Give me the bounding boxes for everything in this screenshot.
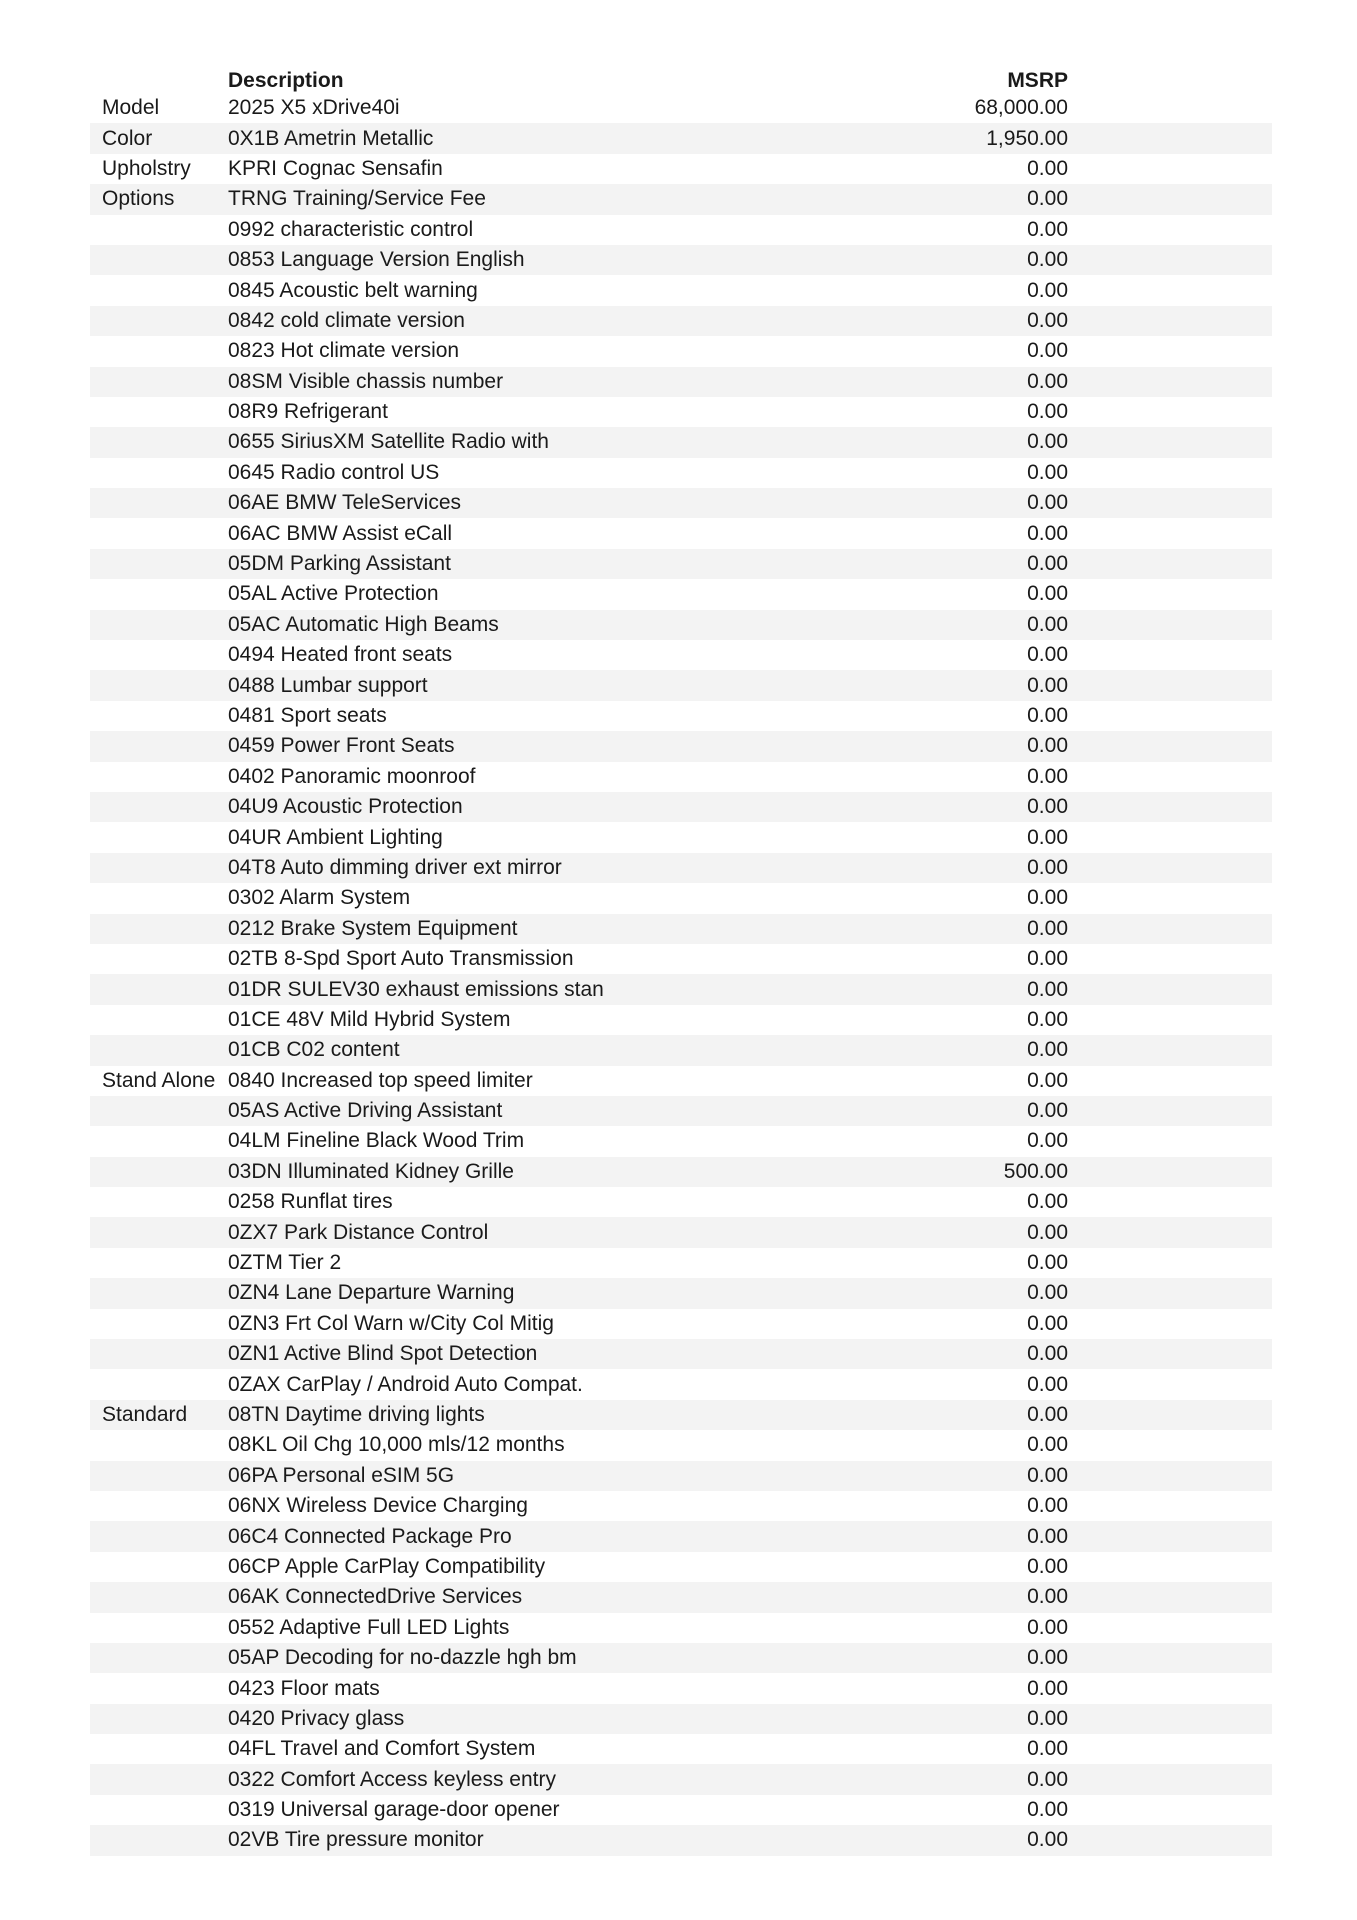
table-row bbox=[90, 245, 1272, 275]
row-msrp: 0.00 bbox=[1027, 1554, 1068, 1578]
table-row bbox=[90, 670, 1272, 700]
row-msrp: 0.00 bbox=[1027, 187, 1068, 211]
row-description: 03DN Illuminated Kidney Grille bbox=[228, 1159, 514, 1183]
row-msrp: 0.00 bbox=[1027, 1828, 1068, 1852]
row-description: 01CE 48V Mild Hybrid System bbox=[228, 1007, 511, 1031]
table-row bbox=[90, 822, 1272, 852]
table-row bbox=[90, 1643, 1272, 1673]
row-msrp: 0.00 bbox=[1027, 1099, 1068, 1123]
row-msrp: 0.00 bbox=[1027, 612, 1068, 636]
row-description: 0ZTM Tier 2 bbox=[228, 1251, 342, 1275]
row-msrp: 0.00 bbox=[1027, 1676, 1068, 1700]
row-description: 06AK ConnectedDrive Services bbox=[228, 1585, 523, 1609]
row-msrp: 0.00 bbox=[1027, 521, 1068, 545]
table-row bbox=[90, 154, 1272, 184]
row-description: 06CP Apple CarPlay Compatibility bbox=[228, 1554, 546, 1578]
row-msrp: 0.00 bbox=[1027, 1068, 1068, 1092]
row-msrp: 1,950.00 bbox=[986, 126, 1068, 150]
row-msrp: 0.00 bbox=[1027, 552, 1068, 576]
table-row bbox=[90, 1369, 1272, 1399]
msrp-table bbox=[90, 63, 1272, 1856]
row-msrp: 0.00 bbox=[1027, 977, 1068, 1001]
table-row bbox=[90, 610, 1272, 640]
row-msrp: 0.00 bbox=[1027, 1615, 1068, 1639]
row-msrp: 0.00 bbox=[1027, 1737, 1068, 1761]
row-msrp: 0.00 bbox=[1027, 1706, 1068, 1730]
row-msrp: 0.00 bbox=[1027, 400, 1068, 424]
row-msrp: 0.00 bbox=[1027, 1798, 1068, 1822]
table-row bbox=[90, 1278, 1272, 1308]
row-msrp: 0.00 bbox=[1027, 1007, 1068, 1031]
row-msrp: 0.00 bbox=[1027, 1433, 1068, 1457]
table-row bbox=[90, 427, 1272, 457]
table-row bbox=[90, 1582, 1272, 1612]
table-row bbox=[90, 853, 1272, 883]
row-description: 0459 Power Front Seats bbox=[228, 734, 455, 758]
table-row bbox=[90, 1491, 1272, 1521]
row-description: 08SM Visible chassis number bbox=[228, 369, 504, 393]
row-category: Color bbox=[102, 126, 153, 150]
row-msrp: 0.00 bbox=[1027, 1129, 1068, 1153]
row-category: Stand Alone bbox=[102, 1068, 216, 1092]
row-description: 0840 Increased top speed limiter bbox=[228, 1068, 533, 1092]
row-msrp: 0.00 bbox=[1027, 1220, 1068, 1244]
row-msrp: 0.00 bbox=[1027, 643, 1068, 667]
row-description: 05AS Active Driving Assistant bbox=[228, 1099, 503, 1123]
row-msrp: 0.00 bbox=[1027, 278, 1068, 302]
row-msrp: 0.00 bbox=[1027, 156, 1068, 180]
table-row bbox=[90, 488, 1272, 518]
row-msrp: 0.00 bbox=[1027, 430, 1068, 454]
row-msrp: 0.00 bbox=[1027, 947, 1068, 971]
row-msrp: 0.00 bbox=[1027, 248, 1068, 272]
table-row bbox=[90, 1795, 1272, 1825]
row-msrp: 0.00 bbox=[1027, 704, 1068, 727]
row-msrp: 0.00 bbox=[1027, 1190, 1068, 1214]
row-description: 2025 X5 xDrive40i bbox=[228, 96, 400, 120]
row-msrp: 0.00 bbox=[1027, 369, 1068, 393]
row-category: Upholstry bbox=[102, 156, 191, 180]
table-row bbox=[90, 1552, 1272, 1582]
row-description: 0423 Floor mats bbox=[228, 1676, 380, 1700]
row-description: 0488 Lumbar support bbox=[228, 673, 428, 697]
table-row bbox=[90, 518, 1272, 548]
row-description: 08KL Oil Chg 10,000 mls/12 months bbox=[228, 1433, 565, 1457]
table-row bbox=[90, 883, 1272, 913]
row-description: 0655 SiriusXM Satellite Radio with bbox=[228, 430, 549, 454]
row-description: KPRI Cognac Sensafin bbox=[228, 156, 443, 180]
row-description: 08TN Daytime driving lights bbox=[228, 1402, 485, 1426]
row-msrp: 0.00 bbox=[1027, 795, 1068, 819]
description-column-header: Description bbox=[228, 69, 344, 92]
row-msrp: 500.00 bbox=[1003, 1159, 1068, 1183]
row-description: TRNG Training/Service Fee bbox=[228, 187, 486, 211]
table-row bbox=[90, 1066, 1272, 1096]
row-description: 0ZAX CarPlay / Android Auto Compat. bbox=[228, 1372, 583, 1396]
table-row bbox=[90, 1673, 1272, 1703]
table-row bbox=[90, 1734, 1272, 1764]
table-row bbox=[90, 1521, 1272, 1551]
row-msrp: 0.00 bbox=[1027, 1494, 1068, 1518]
table-row bbox=[90, 1248, 1272, 1278]
table-row bbox=[90, 1187, 1272, 1217]
row-description: 04T8 Auto dimming driver ext mirror bbox=[228, 855, 562, 879]
table-row bbox=[90, 792, 1272, 822]
row-msrp: 0.00 bbox=[1027, 1342, 1068, 1366]
row-msrp: 0.00 bbox=[1027, 1767, 1068, 1791]
row-description: 0319 Universal garage-door opener bbox=[228, 1798, 560, 1822]
table-row bbox=[90, 367, 1272, 397]
row-msrp: 0.00 bbox=[1027, 734, 1068, 758]
row-description: 0552 Adaptive Full LED Lights bbox=[228, 1615, 510, 1639]
row-description: 05DM Parking Assistant bbox=[228, 552, 451, 576]
table-row bbox=[90, 1309, 1272, 1339]
row-description: 0ZX7 Park Distance Control bbox=[228, 1220, 489, 1244]
row-description: 04U9 Acoustic Protection bbox=[228, 795, 463, 819]
table-row bbox=[90, 1339, 1272, 1369]
row-description: 05AP Decoding for no-dazzle hgh bm bbox=[228, 1646, 577, 1670]
table-row bbox=[90, 1126, 1272, 1156]
row-description: 0853 Language Version English bbox=[228, 248, 525, 272]
row-description: 06NX Wireless Device Charging bbox=[228, 1494, 528, 1518]
row-description: 0420 Privacy glass bbox=[228, 1706, 405, 1730]
row-description: 06PA Personal eSIM 5G bbox=[228, 1463, 455, 1487]
table-row bbox=[90, 762, 1272, 792]
row-msrp: 0.00 bbox=[1027, 491, 1068, 515]
row-description: 04UR Ambient Lighting bbox=[228, 825, 443, 849]
row-description: 0322 Comfort Access keyless entry bbox=[228, 1767, 556, 1791]
row-description: 0402 Panoramic moonroof bbox=[228, 764, 476, 788]
row-msrp: 0.00 bbox=[1027, 1402, 1068, 1426]
row-description: 02TB 8-Spd Sport Auto Transmission bbox=[228, 947, 574, 971]
table-row bbox=[90, 275, 1272, 305]
row-description: 0212 Brake System Equipment bbox=[228, 916, 518, 940]
table-row bbox=[90, 215, 1272, 245]
table-row bbox=[90, 1430, 1272, 1460]
row-description: 0823 Hot climate version bbox=[228, 339, 460, 363]
row-description: 0ZN3 Frt Col Warn w/City Col Mitig bbox=[228, 1311, 554, 1335]
row-description: 01DR SULEV30 exhaust emissions stan bbox=[228, 977, 604, 1001]
table-row bbox=[90, 336, 1272, 366]
row-description: 05AC Automatic High Beams bbox=[228, 612, 499, 636]
row-description: 0494 Heated front seats bbox=[228, 643, 453, 667]
row-msrp: 0.00 bbox=[1027, 1251, 1068, 1275]
row-category: Model bbox=[102, 96, 160, 120]
table-row bbox=[90, 944, 1272, 974]
row-msrp: 0.00 bbox=[1027, 916, 1068, 940]
row-msrp: 0.00 bbox=[1027, 855, 1068, 879]
table-row bbox=[90, 701, 1272, 731]
row-msrp: 0.00 bbox=[1027, 1038, 1068, 1062]
row-msrp: 0.00 bbox=[1027, 1281, 1068, 1305]
table-row bbox=[90, 123, 1272, 153]
row-description: 0302 Alarm System bbox=[228, 886, 411, 910]
table-row bbox=[90, 306, 1272, 336]
row-description: 0258 Runflat tires bbox=[228, 1190, 393, 1214]
table-row bbox=[90, 458, 1272, 488]
row-description: 0842 cold climate version bbox=[228, 308, 465, 332]
table-row bbox=[90, 93, 1272, 123]
table-row bbox=[90, 1461, 1272, 1491]
row-description: 05AL Active Protection bbox=[228, 582, 439, 606]
row-msrp: 68,000.00 bbox=[974, 96, 1068, 120]
table-row bbox=[90, 1005, 1272, 1035]
row-description: 04FL Travel and Comfort System bbox=[228, 1737, 536, 1761]
table-row bbox=[90, 549, 1272, 579]
row-msrp: 0.00 bbox=[1027, 764, 1068, 788]
row-description: 06C4 Connected Package Pro bbox=[228, 1524, 512, 1548]
row-msrp: 0.00 bbox=[1027, 1463, 1068, 1487]
row-category: Options bbox=[102, 187, 175, 211]
row-description: 08R9 Refrigerant bbox=[228, 400, 388, 424]
row-msrp: 0.00 bbox=[1027, 825, 1068, 849]
row-description: 0992 characteristic control bbox=[228, 217, 474, 241]
row-description: 06AC BMW Assist eCall bbox=[228, 521, 453, 545]
table-header bbox=[90, 63, 1272, 93]
row-msrp: 0.00 bbox=[1027, 217, 1068, 241]
table-row bbox=[90, 914, 1272, 944]
row-description: 04LM Fineline Black Wood Trim bbox=[228, 1129, 525, 1153]
row-msrp: 0.00 bbox=[1027, 1372, 1068, 1396]
table-row bbox=[90, 1825, 1272, 1855]
table-row bbox=[90, 1096, 1272, 1126]
row-description: 02VB Tire pressure monitor bbox=[228, 1828, 484, 1852]
table-row bbox=[90, 1035, 1272, 1065]
table-row bbox=[90, 184, 1272, 214]
row-msrp: 0.00 bbox=[1027, 1646, 1068, 1670]
row-msrp: 0.00 bbox=[1027, 673, 1068, 697]
row-msrp: 0.00 bbox=[1027, 1311, 1068, 1335]
row-description: 0X1B Ametrin Metallic bbox=[228, 126, 434, 150]
row-category: Standard bbox=[102, 1402, 188, 1426]
table-row bbox=[90, 731, 1272, 761]
row-msrp: 0.00 bbox=[1027, 582, 1068, 606]
row-description: 06AE BMW TeleServices bbox=[228, 491, 462, 515]
row-msrp: 0.00 bbox=[1027, 1524, 1068, 1548]
table-row bbox=[90, 579, 1272, 609]
row-description: 0ZN4 Lane Departure Warning bbox=[228, 1281, 515, 1305]
msrp-column-header: MSRP bbox=[1007, 69, 1068, 92]
row-description: 0845 Acoustic belt warning bbox=[228, 278, 478, 302]
table-row bbox=[90, 640, 1272, 670]
row-description: 0ZN1 Active Blind Spot Detection bbox=[228, 1342, 538, 1366]
row-msrp: 0.00 bbox=[1027, 339, 1068, 363]
row-description: 01CB C02 content bbox=[228, 1038, 400, 1062]
table-row bbox=[90, 1764, 1272, 1794]
table-row bbox=[90, 1613, 1272, 1643]
row-msrp: 0.00 bbox=[1027, 1585, 1068, 1609]
table-row bbox=[90, 397, 1272, 427]
row-msrp: 0.00 bbox=[1027, 308, 1068, 332]
table-body bbox=[90, 93, 1272, 1856]
row-description: 0481 Sport seats bbox=[228, 704, 387, 727]
row-description: 0645 Radio control US bbox=[228, 460, 440, 484]
table-row bbox=[90, 1704, 1272, 1734]
table-row bbox=[90, 1217, 1272, 1247]
table-row bbox=[90, 974, 1272, 1004]
table-row bbox=[90, 1157, 1272, 1187]
row-msrp: 0.00 bbox=[1027, 460, 1068, 484]
row-msrp: 0.00 bbox=[1027, 886, 1068, 910]
table-row bbox=[90, 1400, 1272, 1430]
